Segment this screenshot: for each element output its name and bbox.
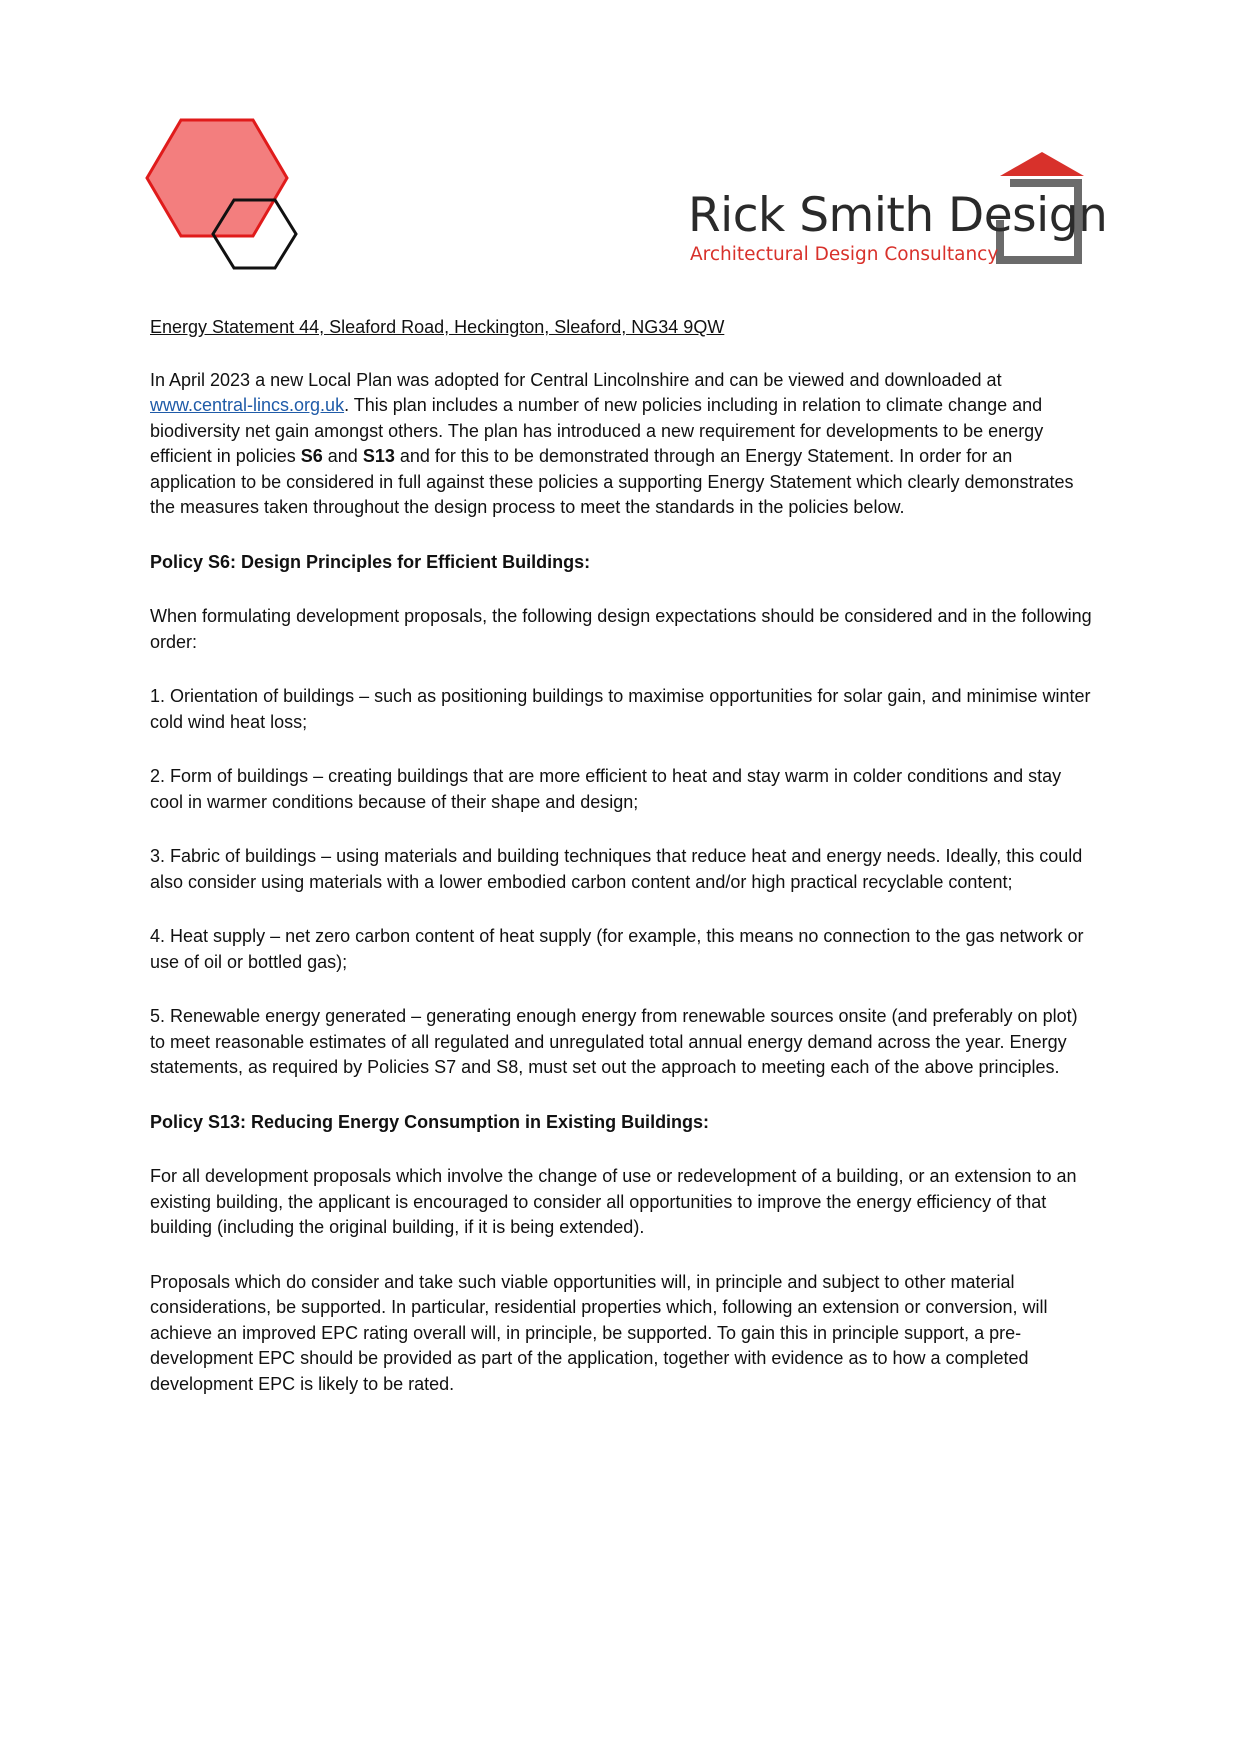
central-lincs-link[interactable]: www.central-lincs.org.uk [150, 395, 345, 415]
brand-tagline: Architectural Design Consultancy [690, 244, 999, 265]
policy-s6-item: 1. Orientation of buildings – such as positioning buildings to maximise opportunities for solar gain, and minimise winter cold wind heat loss; [150, 686, 1091, 732]
policy-s13-paragraph: Proposals which do consider and take such viable opportunities will, in principle and subject to other material considerations, be supported. In particular, residential properties which, following an extension or conversion, will achieve an improved EPC rating overall will, in principle, be supported. To gain this in principle support, a pre-development EPC should be provided as part of the application, together with evidence as to how a completed development EPC is likely to be rated. [150, 1271, 1048, 1394]
document-body [150, 315, 1095, 1426]
policy-s13-heading: Policy S13: Reducing Energy Consumption in Existing Buildings: [150, 1111, 710, 1132]
policy-s6-item: 2. Form of buildings – creating buildings that are more efficient to heat and stay warm in colder conditions and stay cool in warmer conditions because of their shape and design; [150, 766, 1062, 812]
hexagon-logo [145, 118, 305, 273]
intro-paragraph: In April 2023 a new Local Plan was adopted for Central Lincolnshire and can be viewed and downloaded at www.central-lincs.org.uk. This plan includes a number of new policies including in relation to climate change and biodiversity net gain amongst others. The plan has introduced a new requirement for developments to be energy efficient in policies S6 and S13 and for this to be demonstrated through an Energy Statement. In order for an application to be considered in full against these policies a supporting Energy Statement which clearly demonstrates the measures taken throughout the design process to meet the standards in the policies below. [150, 369, 1074, 517]
large-red-hexagon [147, 120, 287, 236]
policy-s6-heading: Policy S6: Design Principles for Efficient Buildings: [150, 551, 591, 572]
policy-s6-item: 3. Fabric of buildings – using materials and building techniques that reduce heat and energy needs. Ideally, this could also consider using materials with a lower embodied carbon content and/or high practical recyclable content; [150, 846, 1083, 892]
document-title: Energy Statement 44, Sleaford Road, Heckington, Sleaford, NG34 9QW [150, 317, 725, 337]
brand-name: Rick Smith Design [688, 188, 1108, 243]
policy-s6-item: 5. Renewable energy generated – generating enough energy from renewable sources onsite (and preferably on plot) to meet reasonable estimates of all regulated and unregulated total annual energy demand across the year. Energy statements, as required by Policies S7 and S8, must set out the approach to meeting each of the above principles. [150, 1006, 1078, 1077]
policy-s13-paragraph: For all development proposals which involve the change of use or redevelopment of a building, or an extension to an existing building, the applicant is encouraged to consider all opportunities to improve the energy efficiency of that building (including the original building, if it is being extended). [150, 1166, 1077, 1237]
brand-logo [680, 150, 1108, 270]
policy-s6-lead: When formulating development proposals, the following design expectations should be considered and in the following order: [150, 606, 1092, 652]
policy-s6-item: 4. Heat supply – net zero carbon content of heat supply (for example, this means no connection to the gas network or use of oil or bottled gas); [150, 926, 1084, 972]
